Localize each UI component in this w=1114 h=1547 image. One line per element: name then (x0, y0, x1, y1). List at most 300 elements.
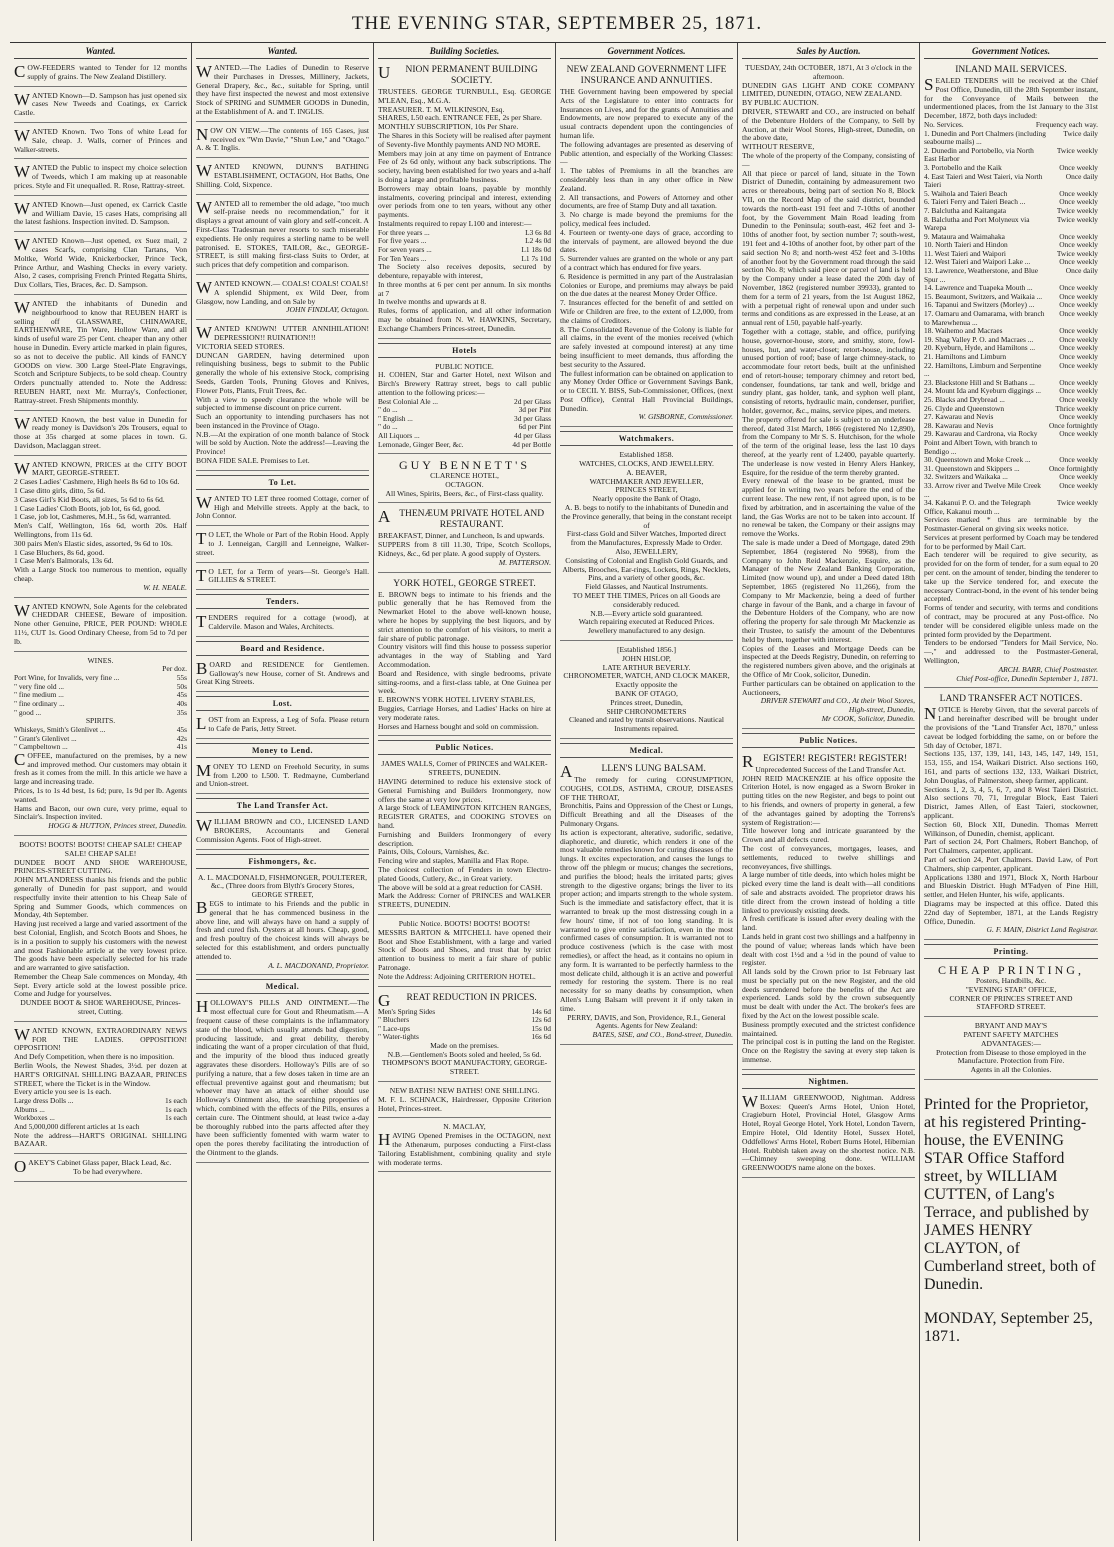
bazaar-text (14, 1024, 187, 1097)
row-label: 12. West Taieri and Waipori Lake ... (924, 257, 1031, 267)
text-paragraph: NEW BATHS! NEW BATHS! ONE SHILLING. (389, 1086, 540, 1096)
nightman-ad (742, 1092, 915, 1178)
text-paragraph: All Wines, Spirits, Beers, &c., of First-class quality. (385, 488, 544, 498)
text-paragraph: JOHN HISLOP, (622, 653, 671, 663)
text-paragraph: Fencing wire and staples, Manilla and Flax Rope. (378, 856, 529, 866)
row-label: 21. Hamiltons and Limburn (924, 352, 1007, 362)
text-paragraph: Printed for the Proprietor, at his registered Printing-house, the EVENING STAR Office Stafford street, by WILLIAM CUTTEN, of Lang's Terrace, and published by JAMES HENRY CLAYTON, of Cumberland street, both of Dunedin. (924, 1095, 1096, 1293)
row-label: 34. Kakanui P. O. and the Telegraph Office, Kakanui mouth ... (924, 498, 1031, 516)
row-value: L1 7s 10d (521, 253, 551, 263)
classified-ad (14, 298, 187, 411)
text-paragraph: Nearly opposite the Bank of Otago, (592, 494, 701, 504)
row-label: Large dress Dolls ... (14, 1096, 74, 1106)
text-paragraph: A large Stock of LEAMINGTON KITCHEN RANGES, REGISTER GRATES, and COOKING STOVES on hand. (378, 803, 551, 830)
text-paragraph: WANTED KNOWN.— COALS! COALS! COALS! (196, 277, 369, 297)
classified-ad (196, 198, 369, 275)
maclay-ad (378, 1121, 551, 1172)
row-label: Best Colonial Ale ... (378, 396, 438, 406)
fishmonger-ad (196, 872, 369, 976)
text-paragraph: JOHN M'LANDRESS thanks his friends and the public generally of Dunedin for past support, and would respectfully invite their attention to his Cheap Sale of Spring and Summer Goods, which commences on Monday, 4th September. (14, 875, 187, 920)
row-label: Workboxes ... (14, 1113, 55, 1123)
text-paragraph: Members may join at any time on payment of Entrance Fee of 2s 6d only, without any back subscriptions. The society, having been established for two years and a-half is doing a large and profitable business. (378, 148, 551, 184)
section-heading: Public Notices. (742, 733, 915, 748)
row-label: 16. Tapanui and Switzers (Morley) ... (924, 300, 1035, 310)
athenaeum-signature: M. PATTERSON. (498, 557, 551, 567)
text-paragraph: BATES, SISE, and CO., Bond-street, Dunedin. (592, 1030, 733, 1040)
auction-text (742, 64, 915, 697)
row-value: 35s (176, 707, 187, 717)
building-society-ad (378, 62, 551, 339)
text-paragraph: ATHENÆUM PRIVATE HOTEL AND RESTAURANT. (378, 507, 545, 531)
masthead: THE EVENING STAR, SEPTEMBER 25, 1871. (351, 13, 763, 34)
text-paragraph: ADVANTAGES:— (980, 1038, 1041, 1048)
text-paragraph: The whole of the property of the Company, consisting of— (742, 150, 915, 169)
text-paragraph: Exactly opposite the (615, 680, 678, 690)
text-paragraph: Horses and Harness bought and sold on commission. (378, 721, 539, 731)
beer-price-table (378, 398, 551, 450)
row-value: 3d per Glass (514, 413, 551, 423)
text-paragraph: WANTED.—The Ladies of Dunedin to Reserve their Purchases in Dresses, Millinery, Jackets, General Drapery, &c., &c., suitable for Spring, until they have first inspected the newest and most extensive Stock of SPRING and SUMMER GOODS in Dunedin, at the Establishment of A. and T. INGLIS. (196, 62, 369, 116)
matches-ad (924, 1020, 1098, 1080)
row-value: Once weekly (1059, 429, 1098, 439)
cohen-text (378, 363, 551, 398)
text-paragraph: N. MACLAY, (443, 1122, 486, 1132)
reduction-ad (378, 990, 551, 1083)
printing-ad (924, 962, 1098, 1017)
mail-col-services: No. Services. (924, 119, 964, 129)
row-label: " do ... (378, 422, 398, 432)
walls-ad (378, 758, 551, 915)
spirits-title: SPIRITS. (85, 716, 116, 726)
text-paragraph: CHEAP PRINTING, (938, 963, 1084, 978)
instalments-table (378, 229, 551, 263)
text-paragraph: WANTED TO LET three roomed Cottage, corner of High and Melville streets. Apply at the back, to John Connor. (196, 492, 369, 521)
text-paragraph: Prices, 1s to 1s 4d best, 1s 6d; pure, 1s 9d per lb. Agents wanted. (14, 785, 187, 804)
column-heading: Sales by Auction. (742, 43, 915, 59)
row-value: Once weekly (1059, 309, 1098, 319)
lta-title: LAND TRANSFER ACT NOTICES. (939, 694, 1083, 705)
text-paragraph: Berlin Wools, the Newest Shades, 3½d. per dozen at HART'S ORIGINAL SHILLING BAZAAR, PRINCES STREET, where the Ticket is in the Window. (14, 1061, 187, 1088)
text-paragraph: A splendid Shipment, ex Wild Deer, from Glasgow, now Landing, and on Sale by (196, 287, 369, 306)
text-paragraph: 300 pairs Men's Elastic sides, assorted, 9s 6d to 10s. (14, 538, 173, 548)
imprint (924, 1096, 1098, 1346)
text-paragraph: Jewellery manufactured to any design. (587, 626, 706, 636)
text-paragraph: [Established 1856.] (616, 645, 677, 655)
table-row (924, 362, 1098, 379)
text-paragraph: Remember the Cheap Sale commences on Monday, 4th Sept. Every article sold at the lowest possible price. Come and Judge for yourselves. (14, 971, 187, 999)
text-paragraph: Field Glasses, and Nautical Instruments. (585, 582, 708, 592)
row-label: 9. Mataura and Waimahaka (924, 231, 1005, 241)
text-paragraph: CORNER OF PRINCES STREET AND (949, 993, 1073, 1003)
row-value: L3 6s 8d (525, 227, 551, 237)
section-heading: The Land Transfer Act. (196, 798, 369, 813)
row-value: Once fortnightly (1048, 463, 1098, 473)
text-paragraph: TO LET, the Whole or Part of the Robin Hood. Apply to J. Lenneigan, Cargill and Lenneigne, Walker-street. (196, 529, 369, 557)
row-label: 30. Queenstown and Moke Creek ... (924, 455, 1031, 465)
section-heading: Fishmongers, &c. (196, 854, 369, 869)
column-heading: Government Notices. (560, 43, 733, 59)
york-hotel-ad (378, 576, 551, 737)
text-paragraph: THOMPSON'S BOOT MANUFACTORY, GEORGE-STREET. (381, 1058, 548, 1077)
land-broker-ad (196, 816, 369, 849)
text-paragraph: Buggies, Carriage Horses, and Ladies' Hacks on hire at very moderate rates. (378, 703, 551, 722)
text-paragraph: GUY BENNETT'S (398, 458, 531, 473)
row-value: 12s 6d (531, 1015, 551, 1025)
nightman-text: WILLIAM GREENWOOD, Nightman. Address Boxes: Queen's Arms Hotel, Union Hotel, Cragieburn Hotel, Provincial Hotel, Glasgow Arms Hotel, Royal George Hotel, York Hotel, London Tavern, Empire Hotel, Old Identity Hotel, Sussex Hotel, Oddfellows' Arms Hotel, Robert Burns Hotel, Hibernian Hotel. Rubbish taken away on the shortest notice. N.B.—Chimney sweeping done. WILLIAM GREENWOOD'S name alone on the boxes. (742, 1091, 915, 1173)
text-paragraph: ALLEN'S LUNG BALSAM. (560, 761, 706, 781)
wanted-ads (196, 62, 369, 471)
text-paragraph: WANTED Known. Two Tons of white Lead for Sale, cheap. J. Walls, corner of Princes and Walker-streets. (14, 125, 187, 154)
row-value: 16s 6d (531, 1032, 551, 1042)
row-value: Once weekly (1059, 283, 1098, 293)
wine-price-list (14, 655, 187, 836)
register-ad (742, 751, 915, 1070)
row-label: And 5,000,000 different articles at 1s each (14, 1122, 140, 1132)
section-heading: Board and Residence. (196, 641, 369, 656)
text-paragraph: Mr COOK, Solicitor, Dunedin. (821, 713, 915, 723)
text-paragraph: Borrowers may obtain loans, payable by monthly instalments, covering principal and interest, extending over periods from one to ten years, without any other payments. (378, 183, 551, 220)
reduction-text-2 (378, 1042, 551, 1077)
text-paragraph: 1 Case Men's Balmorals, 13s 6d. (14, 556, 114, 566)
text-paragraph: Posters, Handbills, &c. (975, 975, 1047, 985)
text-paragraph: Each tenderer will be required to give security, as provided for on the form of tender, for a sum equal to 20 per cent. on the amount of tender, binding the tenderer to take up the Service tendered for, and execute the necessary Contract-bond, in the event of his tender being accepted. (924, 550, 1098, 604)
text-paragraph: A. B. begs to notify to the inhabitants of Dunedin and the Province generally, that being in the constant receipt of (561, 503, 732, 530)
text-paragraph: Sections 1, 2, 3, 4, 5, 6, 7, and 8 West Taieri District. Also sections 70, 71, Irregular Block, East Taieri District, James Allen, of East Taieri, stockowner, applicant. (924, 784, 1098, 820)
text-paragraph: A large number of title deeds, into which holes might be picked every time the land is dealt with—all conditions of sale and abstracts avoided. The proprietor draws his title direct from the crown instead of holding a title linked to previously existing deeds. (742, 870, 915, 915)
text-paragraph: The sale is made under a Deed of Mortgage, dated 29th September, 1864 (registered No 9968), from the Company to John Reid Mackenzie, Esquire, as the Manager of the New Zealand Banking Corporation, Limited (now wound up), and under a Deed dated 18th September, 1865 (registered No 11,266), from the Company to Mr Mackenzie, being a deed of further charge in favour of the Bank, and a charge in favour of the Debenture Holders of the Company, who are now offering the property for sale through Mr Mackenzie as their Trustee, to satisfy the amount of the Debentures held by them, together with interest. (742, 538, 915, 644)
text-paragraph: Services marked * thus are terminable by the Postmaster-General on giving six weeks notice. (924, 515, 1098, 534)
classified-ad (14, 162, 187, 195)
classified-ad (196, 161, 369, 194)
row-value: Once weekly (1059, 352, 1098, 362)
text-paragraph: WANTED Known—Just opened, ex Carrick Castle and William Davie, 15 cases Hats, comprising all the latest fashions. Inspection invited. D. Sampson. (14, 198, 187, 227)
section-heading: Lost. (196, 696, 369, 711)
money-text: MONEY TO LEND on Freehold Security, in sums from L200 to L500. T. Redmayne, Cumberland and Union-street. (196, 760, 369, 789)
land-transfer-notice (924, 691, 1098, 940)
text-paragraph: Public Notice. BOOTS! BOOTS! BOOTS! (398, 918, 531, 928)
text-paragraph: 1 Case, job lot, Cashmeres, M.H., 5s 6d, warranted. (14, 512, 171, 522)
text-paragraph: Also, JEWELLERY, (615, 547, 678, 557)
text-paragraph: All lands sold by the Crown prior to 1st February last must be specially put on the new Register, and the old deeds surrendered before the benefits of the Act are experienced. Lands sold by the crown subsequently must be dealt with under the Act. The broker's fees are fixed by the Act on the lowest possible scale. (742, 967, 915, 1021)
text-paragraph: Agents in all the Colonies. (970, 1065, 1052, 1075)
text-paragraph: A. L. MACDONALD, FISHMONGER, POULTERER, &c., (Three doors from Blyth's Grocery Stores, GEORGE STREET, (197, 872, 368, 900)
column-3 (374, 43, 556, 1541)
row-label: Port Wine, for Invalids, very fine ... (14, 673, 120, 683)
board-ad (196, 659, 369, 692)
text-paragraph: WANTED the inhabitants of Dunedin and neighbourhood to know that REUBEN HART is selling off GLASSWARE, CHINAWARE, EARTHENWARE, Tin Ware, Hollow Ware, and all kinds of useful ware 25 per Cent. cheaper than any other house in Dunedin. Every article marked in plain figures, so as not to deceive the public. All kinds of FANCY GOODS on view. 300 Large Steel-Plate Engravings, Scotch and Scripture Subjects, to be sold cheap. Country Orders punctually attended to. Note the Address: REUBEN HART, next Mr. Murray's, Confectioner, Rattray-street. Fresh Shipments monthly. (14, 297, 187, 405)
athenaeum-text (378, 509, 551, 558)
text-paragraph: DRIVER STEWART and CO., At their Wool Stores, High-street, Dunedin, (760, 696, 915, 715)
wines-title: WINES. (87, 655, 114, 665)
row-label: 2. Dunedin and Portobello, via North East Harbor (924, 145, 1034, 164)
row-label: 25. Blacks and Drybread ... (924, 394, 1005, 404)
text-paragraph: To be had everywhere. (73, 1167, 143, 1177)
table-row (924, 267, 1098, 284)
table-row (924, 499, 1098, 516)
text-paragraph: Chief Post-office, Dunedin September 1, 1871. (956, 673, 1098, 683)
text-paragraph: WANTED the Public to inspect my choice selection of Tweeds, which I am making up at reasonable prices. Style and Fit unequalled. R. Rose, Rattray-street. (14, 162, 187, 190)
row-value: Once weekly (1059, 386, 1098, 396)
row-value: Twice weekly (1056, 498, 1098, 508)
text-paragraph: GREAT REDUCTION IN PRICES. (378, 990, 537, 1010)
mail-notes (924, 516, 1098, 666)
lost-ad (196, 714, 369, 739)
text-paragraph: COW-FEEDERS wanted to Tender for 12 months supply of grains. The New Zealand Distillery. (14, 62, 187, 81)
text-paragraph: Section 60, Block XII, Dunedin. Thomas Merrett Wilkinson, of Dunedin, chemist, applicant. (924, 819, 1098, 838)
text-paragraph: All that piece or parcel of land, situate in the Town District of Dunedin, containing by admeasurement two acres or thereabouts, being part of section No 8, Block VII, on the Record Map of the said district, bounded towards the north-east 191 feet and 7-10ths of another foot, by the Government Main Road leading from Dunedin to the Peninsula; south-east, 462 feet and 3-10ths of another foot, by section number 7; south-west, 191 feet and 4-10ths of another foot, by other part of the said section No 8; and north-west 452 feet and 3-10ths of another foot by the Government road through the said section No. 8; which said piece or parcel of land is held by the Company under a lease dated the 20th day of November, 1862 (registered number 39933), granted to them for a term of 21 years, from the 1st August 1862, with a perpetual right of renewal upon and under such terms and conditions as are expressed in the Lease, at an annual rent of L50, payable half-yearly. (742, 168, 915, 328)
text-paragraph: 3 Cases Girl's Kid Boots, all sizes, 5s 6d to 6s 6d. (14, 494, 165, 504)
wines-note: Per doz. (162, 664, 187, 674)
row-label: 17. Oamaru and Oamarama, with branch to Marewhenua ... (924, 309, 1045, 327)
row-value: L2 4s 0d (525, 236, 551, 246)
text-paragraph: Copies of the Leases and Mortgage Deeds can be inspected at the Deeds Registry, Dunedin, on referring to the registered numbers given above, and the originals at the Office of Mr Cook, solicitor, Dunedin. (742, 643, 915, 679)
text-paragraph: And Defy Competition, when there is no imposition. (14, 1052, 175, 1062)
text-paragraph: 1 Case ditto girls, ditto, 5s 6d. (14, 486, 106, 496)
text-paragraph: Made on the premises. (430, 1040, 499, 1050)
classified-ad (14, 90, 187, 123)
row-value: Once weekly (1059, 240, 1098, 250)
boots-ad (14, 839, 187, 1022)
row-label: Lemonade, Ginger Beer, &c. (378, 439, 464, 449)
classified-ad (14, 62, 187, 87)
text-paragraph: Every article you see is 1s each. (14, 1087, 112, 1097)
row-value: Once weekly (1059, 326, 1098, 336)
row-label: 33. Arrow river and Twelve Mile Creek ... (924, 480, 1041, 499)
section-heading: To Let. (196, 475, 369, 490)
text-paragraph: BANK OF OTAGO, (615, 689, 678, 698)
row-value: L1 18s 0d (521, 244, 551, 254)
table-row (924, 216, 1098, 233)
text-paragraph: Bronchitis, Pains and Oppression of the Chest or Lungs, Difficult Breathing and all the Diseases of the Pulmonary Organs. (560, 801, 733, 828)
row-value: 4d per Glass (514, 431, 551, 441)
insurance-signature: W. GISBORNE, Commissioner. (638, 412, 733, 422)
row-value: Twice weekly (1056, 205, 1098, 215)
row-label: All Liquors ... (378, 431, 420, 441)
section-heading: Public Notices. (378, 740, 551, 755)
text-paragraph: E. BROWN begs to intimate to his friends and the public generally that he has Removed from the Newmarket Hotel to the above well-known house, where he hopes by supplying the best liquors, and by strict attention to the comfort of his visitors, to merit a fair share of public patronage. (378, 589, 551, 643)
text-paragraph: WATCHMAKER AND JEWELLER, (589, 476, 704, 486)
text-paragraph: DRIVER, STEWART and CO., are instructed on behalf of the Debenture Holders of the Company, to Sell by Auction, at their Wool Stores, High-street, Dunedin, on the above date, (742, 106, 915, 143)
wines-table (14, 674, 187, 717)
text-paragraph: Lands held in grant cost two shillings and a halfpenny in the pound of value; whereas lands which have been dealt with cost 1½d and a ½d in the pound of value to register. (742, 931, 915, 968)
columns (10, 42, 1106, 1541)
land-broker-text: WILLIAM BROWN and CO., LICENSED LAND BROKERS, Accountants and General Commission Agents. Foot of High-street. (196, 816, 369, 844)
text-paragraph: ARCH. BARR, Chief Postmaster. (998, 664, 1098, 674)
section-heading: Money to Lend. (196, 743, 369, 758)
lta-text (924, 706, 1098, 926)
text-paragraph: Applications 1380 and 1971, Block X, North Harbour and Blueskin District. Hugh M'Fadyen of Pine Hill, settler, and Helen Hunter, his wife, applicants. (924, 872, 1098, 900)
row-label: 29. Kawarau and Cardrona, via Rocky Point and Albert Town, with branch to Bendigo ... (924, 429, 1038, 456)
baths-ad (378, 1085, 551, 1118)
union-text (378, 65, 551, 229)
coffee-signature: HOGG & HUTTON, Princes street, Dunedin. (48, 821, 187, 831)
text-paragraph: CLARENCE HOTEL, (430, 471, 499, 481)
text-paragraph: Men's Calf, Wellington, 16s 6d, worth 20s. Half Wellingtons, from 11s 6d. (14, 521, 187, 540)
row-value: 2d per Glass (514, 396, 551, 406)
row-label: 26. Clyde and Queenstown (924, 403, 1005, 413)
reduction-text (378, 990, 551, 1010)
row-value: Once daily (1065, 266, 1098, 276)
text-paragraph: The fullest information can be obtained on application to any Money Order Office or Government Savings Bank, or to CECIL Y. BISS, Sub-Commissioner, Offices, (next Post Office), Central Hall Provincial Buildings, Dunedin. (560, 368, 733, 413)
row-label: 1. Dunedin and Port Chalmers (including seabourne mails) ... (924, 128, 1046, 147)
section-heading: Watchmakers. (560, 431, 733, 446)
text-paragraph: HAVING determined to reduce his extensive stock of General Furnishing and Builders Ironmongery, now offers the same at very low prices. (378, 776, 551, 804)
text-paragraph: WANTED KNOWN, EXTRAORDINARY NEWS FOR THE LADIES. OPPOSITION! OPPOSITION! (14, 1024, 187, 1053)
text-paragraph: Note the Address: Adjoining CRITERION HOTEL. (378, 971, 536, 981)
text-paragraph: WANTED Known—Just opened, ex Suez mail, 2 cases Scarfs, comprising Clan Tartans, Von Moltke, World Wide, Knickerbocker, Prince Teck, Prince Arthur, and Washing Checks in every variety. Also, 2 cases, comprising French Printed Regatta Shirts, Dux Collars, Ties, Braces, &c. D. Sampson. (14, 235, 187, 290)
text-paragraph: REGISTER! REGISTER! REGISTER! (742, 751, 908, 771)
text-paragraph: NEW ZEALAND GOVERNMENT LIFE INSURANCE AND ANNUITIES. (566, 65, 727, 86)
text-paragraph: N.B.—Gentlemen's Boots soled and heeled, 5s 6d. (387, 1049, 542, 1059)
text-paragraph: Established 1858. (619, 450, 674, 460)
text-paragraph: The cost of conveyances, mortgages, leases, and settlements, reduced to twelve shillings and reconveyances, five shillings. (742, 843, 915, 871)
row-value: Once weekly (1059, 334, 1098, 344)
row-label: " do ... (378, 405, 398, 415)
text-paragraph: M. F. L. SCHNACK, Hairdresser, Opposite Criterion Hotel, Princes-street. (378, 1094, 551, 1113)
row-label: " English ... (378, 413, 413, 423)
text-paragraph: WANTED Known, the best value in Dunedin for ready money is Davidson's 20s Trousers, equal to those at 35s charged at some places in town. G. Davidson, Maclaggan street. (14, 413, 187, 450)
column-1 (10, 43, 192, 1541)
text-paragraph: Forms of tender and security, with terms and conditions of contract, may be procured at any Post-office. No tender will be considered eligible unless made on the printed form provided by the Department. (924, 603, 1098, 639)
text-paragraph: Such an opportunity to intending purchasers has not been instanced in the Province of Otago. (196, 412, 369, 430)
text-paragraph: SHARES, L50 each. ENTRANCE FEE, 2s per Share. (378, 113, 542, 123)
lta-signature (924, 926, 1098, 935)
text-paragraph: TO LET, for a Term of years—St. George's Hall. GILLIES & STREET. (196, 565, 369, 585)
text-paragraph: 8. The Consolidated Revenue of the Colony is liable for all claims, in the event of the monies received (which are safely invested at compound interest) at any time being insufficient to meet demands, thus affording the best security to the Assured. (560, 324, 733, 369)
to-let-ads (196, 493, 369, 590)
coffee-ad (14, 749, 187, 822)
text-paragraph: SHIP CHRONOMETERS (606, 706, 687, 716)
text-paragraph: Mark the Address: Corner of PRINCES and WALKER STREETS, DUNEDIN. (378, 891, 551, 910)
row-value: 40s (176, 699, 187, 708)
text-paragraph: H. COHEN, Star and Garter Hotel, next Wilson and Birch's Brewery Rattray street, begs to call public attention to the following prices:— (378, 370, 551, 397)
row-value: 41s (176, 742, 187, 752)
row-label: 19. Shag Valley P. O. and Macraes ... (924, 334, 1034, 344)
row-label: 3. Portobello and the Kaik (924, 162, 1002, 172)
row-label: 31. Queenstown and Skippers ... (924, 463, 1020, 473)
fishmonger-signature: A. L. MACDONAND, Proprietor. (268, 960, 369, 970)
lost-text: LOST from an Express, a Leg of Sofa. Please return to Cafe de Paris, Jetty Street. (196, 714, 369, 734)
text-paragraph: DUNCAN GARDEN, having determined upon relinquishing business, begs to submit to the Public generally the whole of his extensive Stock, comprising Seeds, Garden Tools, Pruning Gloves and Knives, Flower Pots, Plants, Fruit Trees, &c. (196, 350, 369, 395)
row-label: " good ... (14, 707, 42, 717)
text-paragraph: Furnishing and Builders Ironmongery of every description. (378, 829, 551, 848)
row-label: 18. Waihemo and Macraes (924, 326, 1003, 336)
bazaar-ad (14, 1025, 187, 1154)
column-5 (738, 43, 920, 1541)
classified-ad (196, 278, 369, 320)
text-paragraph: In twelve months and upwards at 8. (378, 297, 487, 307)
text-paragraph: BEGS to intimate to his Friends and the public in general that he has commenced business in the above line, and will always have on hand a supply of fresh and cured fish. Oysters at all hours. Cheap, good, and fresh poultry of the choicest kinds will always be selected for this establishment, and orders punctually attended to. (196, 898, 369, 961)
text-paragraph: JOHN REID MACKENZIE at his office opposite the Criterion Hotel, is now engaged as a Sworn Broker in putting titles on the new Register, and begs to point out to his friends, and owners of property in general, a few of the advantages gained by adopting the Torrens's system of Registration:— (742, 773, 915, 827)
text-paragraph: E. BROWN'S YORK HOTEL LIVERY STABLES, (378, 695, 536, 705)
classified-ad (196, 62, 369, 122)
row-label: 11. West Taieri and Waipori (924, 248, 1006, 258)
text-paragraph: 7. Insurances effected for the benefit of and settled on Wife or Children are free, to the extent of L2,000, from the claims of Creditors. (560, 298, 733, 325)
table-row (924, 430, 1098, 456)
row-label: Whiskeys, Smith's Glenlivet ... (14, 724, 106, 734)
row-value: 3d per Pint (518, 405, 551, 415)
row-value: 1s each (165, 1113, 187, 1123)
text-paragraph: Cleaned and rated by transit observations. Nautical Instruments repaired. (569, 715, 724, 734)
text-paragraph: THE Government having been empowered by special Acts of the Legislature to enter into contracts for Insurances on Lives, and for the grants of Annuities and Endowments, are now prepared to execute any of the usual contracts dependent upon the contingencies of human life. (560, 87, 733, 140)
text-paragraph: Title however long and intricate guaranteed by the Crown and all defects cured. (742, 826, 915, 845)
row-label: For three years ... (378, 227, 430, 237)
clarence-hotel-ad (378, 457, 551, 503)
row-label: 5. Waihola and Taieri Beach (924, 188, 1008, 198)
row-label: 14. Lawrence and Tuapeka Mouth ... (924, 283, 1033, 293)
row-value: Once daily (1065, 171, 1098, 181)
row-value: 50s (176, 681, 187, 691)
boots-text (14, 841, 187, 999)
column-6 (920, 43, 1102, 1541)
to-let-ad (196, 493, 369, 526)
text-paragraph: N.B.—At the expiration of one month balance of Stock will be sold by Auction. Note the address!—Leaving the Province! (196, 429, 369, 457)
column-heading: Government Notices. (924, 43, 1098, 59)
classified-ad (14, 126, 187, 159)
boots-signature: DUNDEE BOOT & SHOE WAREHOUSE, Princes-street, Cutting. (20, 998, 181, 1017)
row-value: Once fortnightly (1048, 420, 1098, 430)
row-value: 45s (176, 690, 187, 700)
text-paragraph: MONTHLY SUBSCRIPTION, 10s Per Share. (378, 122, 519, 132)
text-paragraph: WANTED KNOWN, PRICES at the CITY BOOT MART, GEORGE-STREET. (14, 458, 187, 478)
text-paragraph: UNION PERMANENT BUILDING SOCIETY. (378, 63, 538, 86)
text-paragraph: The property offered for sale is subject to an underlease thereof, dated 31st March, 1866 (registered No 12,890), from the Company to Mr S. S. Hutchison, for the whole of the term of the original lease, less the last 10 days thereof, at the yearly rent of L2400, payable quarterly. The underlease is now vested in Henry Alers Hankey, Esquire, for the residue of the term thereby granted. (742, 414, 915, 477)
reduction-table (378, 1008, 551, 1042)
beaver-ad (560, 449, 733, 641)
text-paragraph: A. BEAVER, (626, 467, 667, 477)
row-value: 55s (176, 673, 187, 683)
text-paragraph: The Society also receives deposits, secured by debenture, repayable with interest, (378, 262, 551, 280)
row-label: 28. Kawarau and Nevis (924, 420, 994, 430)
text-paragraph: OAKEY'S Cabinet Glass paper, Black Lead, &c. (14, 1157, 172, 1177)
row-value: 4d per Bottle (512, 439, 551, 449)
text-paragraph: Sections 135, 137, 139, 141, 143, 145, 147, 149, 151, 153, 155, and 154, Waikari District. Also sections 160, 161, and parts of sections 132, 133, Waikari District, John Douglas, of Palmerston, sheep farmer, applicant. (924, 749, 1098, 785)
classified-ad (196, 323, 369, 471)
mail-signature (924, 666, 1098, 684)
row-value: 1s each (165, 1104, 187, 1114)
text-paragraph: PATENT SAFETY MATCHES (963, 1029, 1059, 1039)
text-paragraph: Every renewal of the lease to be granted, must be applied for in writing two years before the end of the current lease. The new rent, if not agreed upon, is to be fixed by arbitration, and in ascertaining the value of the land, the Gas Works are not to be taken into account. If no renewal be taken, the Company or their assigns may remove the Works. (742, 476, 915, 539)
allen-balsam-ad (560, 761, 733, 1045)
text-paragraph: BRYANT AND MAY'S (974, 1021, 1048, 1031)
row-value: 42s (176, 733, 187, 743)
text-paragraph: Services at present performed by Coach may be tendered for to be performed by Mail Cart. (924, 532, 1098, 551)
text-paragraph: STAFFORD STREET. (976, 1002, 1046, 1012)
row-value: Once weekly (1059, 291, 1098, 301)
classified-ad (14, 235, 187, 295)
text-paragraph: Diagrams may be inspected at this office. Dated this 22nd day of September, 1871, at the Lands Registry Office, Dunedin. (924, 898, 1098, 926)
table-row (924, 130, 1098, 147)
row-value: 15s 0d (531, 1023, 551, 1033)
row-label: " very fine old ... (14, 681, 65, 691)
text-paragraph: The Shares in this Society will be realised after payment of Seventy-five Monthly payments AND NO MORE. (378, 130, 551, 149)
text-paragraph: First-class Gold and Silver Watches, Imported direct from the Manufactures, Expressly Made to Order. (566, 529, 727, 548)
row-value: Once weekly (1059, 343, 1098, 353)
text-paragraph: Its action is expectorant, alterative, sudorific, sedative, diaphoretic, and diuretic, which renders it one of the most valuable remedies known for curing diseases of the lungs. It excites expectoration, and causes the lungs to throw off the phlegm or mucus; changes the secretions, and purifies the blood; heals the irritated parts; gives strength to the digestive organs; brings the liver to its proper action; and imparts strength to the whole system. Such is the immediate and satisfactory effect, that it is warranted to break up the most distressing cough in a few hours' time, if not of too long standing. It is warranted to give entire satisfaction, even in the most confirmed cases of consumption. It is warranted not to produce costiveness (which is the case with most remedies), or affect the head, as it contains no opium in any form. It is warranted to be perfectly harmless to the most delicate child, although it is an active and powerful remedy for restoring the system. There is no real necessity for so many deaths by consumption, when Allen's Lung Balsam will prevent it if only taken in time. (560, 827, 733, 1013)
mail-title: INLAND MAIL SERVICES. (955, 65, 1067, 75)
row-value: Once weekly (1059, 197, 1098, 207)
bazaar-table (14, 1097, 187, 1131)
tenders-ad (196, 612, 369, 637)
row-value: 6d per Pint (518, 422, 551, 432)
row-label: 7. Balclutha and Kaitangata (924, 205, 1007, 215)
text-paragraph: PUBLIC NOTICE. (435, 361, 494, 371)
text-paragraph: 2. All transactions, and Powers of Attorney and other documents, are free of Stamp Duty and all taxation. (560, 192, 733, 211)
bazaar-note: Note the address—HART'S ORIGINAL SHILLING BAZAAR. (14, 1130, 187, 1149)
text-paragraph: "EVENING STAR" OFFICE, (965, 984, 1057, 994)
column-heading: Wanted. (14, 43, 187, 59)
text-paragraph: WITHOUT RESERVE, (742, 142, 815, 152)
